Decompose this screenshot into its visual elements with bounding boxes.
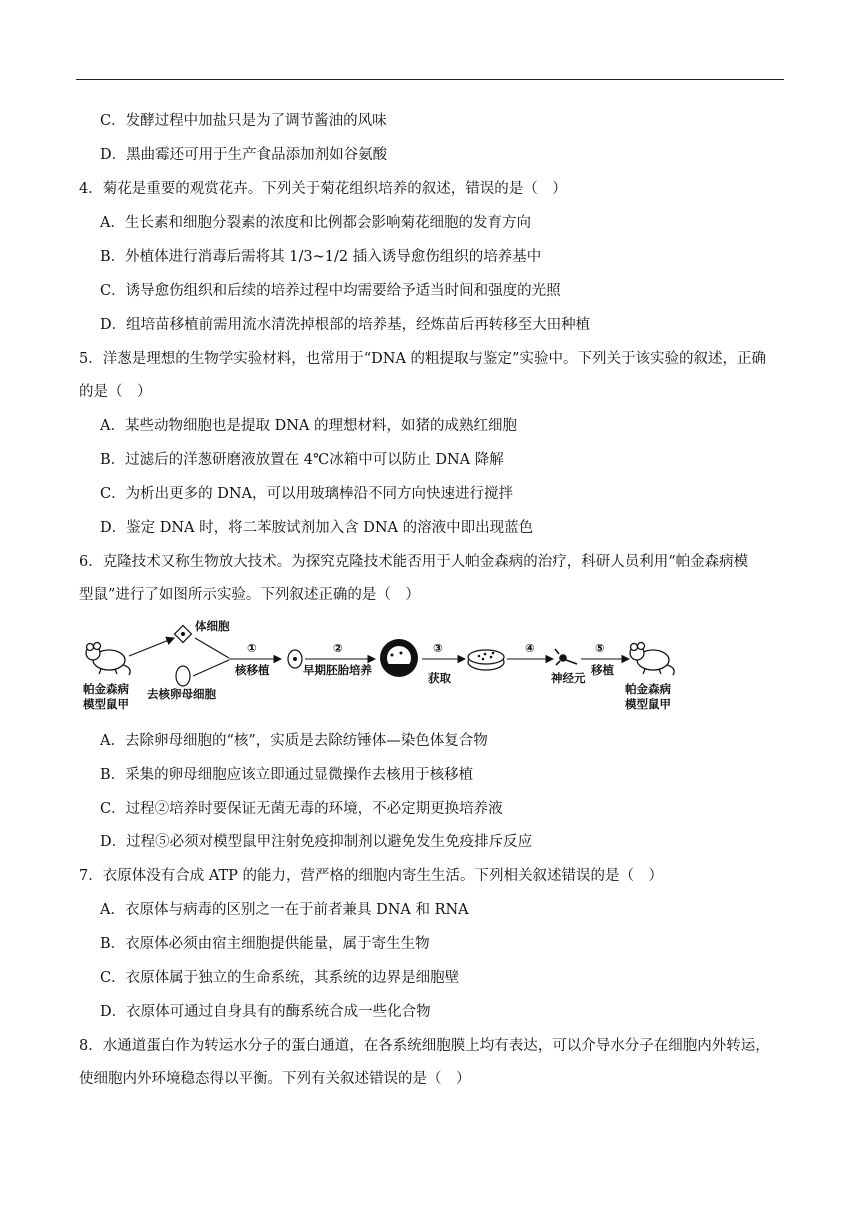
q5-option-d: D．鉴定 DNA 时，将二苯胺试剂加入含 DNA 的溶液中即出现蓝色 <box>100 520 534 536</box>
mouse-left-label-2: 模型鼠甲 <box>83 697 129 711</box>
q4-option-d: D．组培苗移植前需用流水清洗掉根部的培养基，经炼苗后再转移至大田种植 <box>100 317 591 333</box>
q6-stem-line1: 6．克隆技术又称生物放大技术。为探究克隆技术能否用于人帕金森病的治疗，科研人员利用“帕金森病模 <box>79 554 749 570</box>
step-5-number: ⑤ <box>595 641 605 655</box>
cloning-diagram <box>79 618 705 718</box>
q3-option-c: C．发酵过程中加盐只是为了调节酱油的风味 <box>100 113 387 129</box>
q6-option-c: C．过程②培养时要保证无菌无毒的环境，不必定期更换培养液 <box>100 801 503 817</box>
blastocyst-icon <box>380 639 418 677</box>
q7-option-d: D．衣原体可通过自身具有的酶系统合成一些化合物 <box>100 1004 431 1020</box>
q8-stem-line1: 8．水通道蛋白作为转运水分子的蛋白通道，在各系统细胞膜上均有表达，可以介导水分子在细胞内外转运， <box>79 1038 770 1054</box>
q3-option-d: D．黑曲霉还可用于生产食品添加剂如谷氨酸 <box>100 147 388 163</box>
q6-option-a: A．去除卵母细胞的“核”，实质是去除纺锤体—染色体复合物 <box>100 733 488 749</box>
q5-option-c: C．为析出更多的 DNA，可以用玻璃棒沿不同方向快速进行搅拌 <box>100 486 513 502</box>
q4-option-c: C．诱导愈伤组织和后续的培养过程中均需要给予适当时间和强度的光照 <box>100 283 561 299</box>
step-5-label: 移植 <box>591 663 614 677</box>
step-3-number: ③ <box>433 641 443 655</box>
mouse-left-label-1: 帕金森病 <box>83 682 129 696</box>
mouse-icon-right <box>630 643 674 676</box>
q5-stem-line1: 5．洋葱是理想的生物学实验材料，也常用于“DNA 的粗提取与鉴定”实验中。下列关于该实验的叙述，正确 <box>79 351 766 367</box>
mouse-icon-left <box>86 643 130 676</box>
q7-option-a: A．衣原体与病毒的区别之一在于前者兼具 DNA 和 RNA <box>100 902 469 918</box>
header-rule <box>76 79 784 80</box>
mouse-right-label-1: 帕金森病 <box>625 682 671 696</box>
q4-option-a: A．生长素和细胞分裂素的浓度和比例都会影响菊花细胞的发育方向 <box>100 215 531 231</box>
step-2-label: 早期胚胎培养 <box>303 663 372 677</box>
step-2-number: ② <box>333 641 343 655</box>
step-1-number: ① <box>247 641 257 655</box>
step-4-number: ④ <box>525 641 535 655</box>
q7-option-b: B．衣原体必须由宿主细胞提供能量，属于寄生生物 <box>100 936 430 952</box>
q4-stem: 4．菊花是重要的观赏花卉。下列关于菊花组织培养的叙述，错误的是（ ） <box>79 181 567 197</box>
q6-option-d: D．过程⑤必须对模型鼠甲注射免疫抑制剂以避免发生免疫排斥反应 <box>100 834 533 850</box>
mouse-right-label-2: 模型鼠甲 <box>625 697 671 711</box>
q7-option-c: C．衣原体属于独立的生命系统，其系统的边界是细胞壁 <box>100 970 460 986</box>
q5-option-a: A．某些动物细胞也是提取 DNA 的理想材料，如猪的成熟红细胞 <box>100 418 517 434</box>
q5-option-b: B．过滤后的洋葱研磨液放置在 4℃冰箱中可以防止 DNA 降解 <box>100 452 504 468</box>
oocyte-icon <box>176 666 190 686</box>
q8-stem-line2: 使细胞内外环境稳态得以平衡。下列有关叙述错误的是（ ） <box>79 1071 471 1087</box>
petri-dish-icon <box>468 650 504 670</box>
q7-stem: 7．衣原体没有合成 ATP 的能力，营严格的细胞内寄生生活。下列相关叙述错误的是（ ） <box>79 868 664 884</box>
step-3-label: 获取 <box>428 671 451 685</box>
q5-stem-line2: 的是（ ） <box>79 384 152 400</box>
oocyte-label: 去核卵母细胞 <box>147 687 216 701</box>
q6-option-b: B．采集的卵母细胞应该立即通过显微操作去核用于核移植 <box>100 767 474 783</box>
step-1-label: 核移植 <box>235 663 270 677</box>
neuron-icon <box>555 649 577 665</box>
q6-stem-line2: 型鼠”进行了如图所示实验。下列叙述正确的是（ ） <box>79 587 420 603</box>
q4-option-b: B．外植体进行消毒后需将其 1/3~1/2 插入诱导愈伤组织的培养基中 <box>100 249 542 265</box>
neuron-label: 神经元 <box>551 671 586 685</box>
body-cell-label: 体细胞 <box>195 619 230 633</box>
